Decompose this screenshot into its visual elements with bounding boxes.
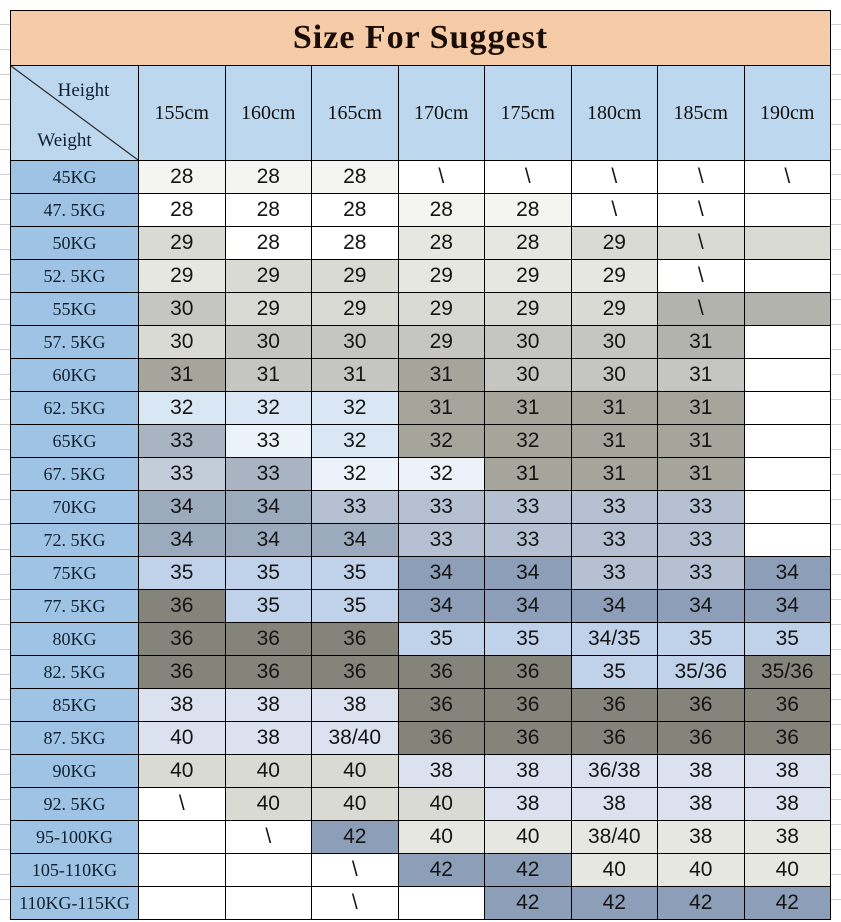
size-cell: 38 xyxy=(658,821,745,854)
size-cell: 31 xyxy=(572,458,659,491)
size-cell: 29 xyxy=(226,260,313,293)
size-cell: 31 xyxy=(658,425,745,458)
size-cell: 31 xyxy=(485,458,572,491)
size-cell: 40 xyxy=(226,755,313,788)
size-cell xyxy=(745,227,832,260)
size-cell: 32 xyxy=(485,425,572,458)
size-cell: 31 xyxy=(658,392,745,425)
weight-label: 75KG xyxy=(11,557,139,590)
size-cell xyxy=(745,260,832,293)
size-cell: 36 xyxy=(658,689,745,722)
size-cell: 31 xyxy=(399,359,486,392)
size-cell xyxy=(745,458,832,491)
size-cell: \ xyxy=(226,821,313,854)
size-cell: 38/40 xyxy=(312,722,399,755)
weight-label: 55KG xyxy=(11,293,139,326)
size-cell: 35 xyxy=(399,623,486,656)
size-cell: 42 xyxy=(745,887,832,920)
weight-label: 90KG xyxy=(11,755,139,788)
weight-label: 62. 5KG xyxy=(11,392,139,425)
size-cell: 31 xyxy=(572,392,659,425)
size-cell: 35/36 xyxy=(658,656,745,689)
size-cell: 36 xyxy=(399,722,486,755)
size-cell: 32 xyxy=(312,392,399,425)
size-cell: 34 xyxy=(658,590,745,623)
size-cell: 40 xyxy=(312,755,399,788)
size-cell: 34 xyxy=(485,557,572,590)
size-cell: 31 xyxy=(485,392,572,425)
size-cell: 36 xyxy=(139,623,226,656)
size-cell: \ xyxy=(485,161,572,194)
weight-label: 60KG xyxy=(11,359,139,392)
size-cell: 38 xyxy=(745,755,832,788)
size-cell: 29 xyxy=(226,293,313,326)
size-cell: 36 xyxy=(485,656,572,689)
size-cell: 38 xyxy=(572,788,659,821)
size-cell: 33 xyxy=(139,425,226,458)
size-cell: 29 xyxy=(312,293,399,326)
size-cell: 34 xyxy=(312,524,399,557)
size-cell: 28 xyxy=(485,194,572,227)
size-cell: 30 xyxy=(139,293,226,326)
size-cell: 34 xyxy=(139,491,226,524)
size-cell xyxy=(745,524,832,557)
size-cell: 36 xyxy=(485,722,572,755)
size-cell: 38/40 xyxy=(572,821,659,854)
size-cell: 35/36 xyxy=(745,656,832,689)
size-cell: 38 xyxy=(226,722,313,755)
size-cell: 38 xyxy=(745,821,832,854)
weight-label: 67. 5KG xyxy=(11,458,139,491)
size-cell: 34 xyxy=(399,557,486,590)
size-cell: 36 xyxy=(485,689,572,722)
size-cell: 32 xyxy=(312,458,399,491)
size-cell xyxy=(745,326,832,359)
weight-label: 95-100KG xyxy=(11,821,139,854)
size-cell: 29 xyxy=(399,326,486,359)
size-cell: 36 xyxy=(572,722,659,755)
size-cell: 36 xyxy=(226,656,313,689)
size-cell: 33 xyxy=(658,557,745,590)
size-cell: 35 xyxy=(226,557,313,590)
size-cell: 33 xyxy=(139,458,226,491)
size-cell: 30 xyxy=(572,359,659,392)
size-cell: 36 xyxy=(312,656,399,689)
size-cell: 36 xyxy=(226,623,313,656)
size-cell: 33 xyxy=(226,425,313,458)
size-cell: 29 xyxy=(485,293,572,326)
size-cell: 31 xyxy=(658,326,745,359)
size-cell: 33 xyxy=(485,524,572,557)
size-cell: 34 xyxy=(139,524,226,557)
size-cell: 34 xyxy=(399,590,486,623)
size-cell: 33 xyxy=(572,524,659,557)
size-cell: 40 xyxy=(399,821,486,854)
size-cell: 38 xyxy=(485,755,572,788)
size-cell: 32 xyxy=(139,392,226,425)
left-margin-gridlines xyxy=(0,0,10,922)
size-cell: 36 xyxy=(312,623,399,656)
size-cell: 36/38 xyxy=(572,755,659,788)
size-cell: 29 xyxy=(312,260,399,293)
size-cell: 35 xyxy=(572,656,659,689)
size-cell: 34 xyxy=(572,590,659,623)
size-cell: 28 xyxy=(399,194,486,227)
size-cell: 42 xyxy=(572,887,659,920)
size-cell: 29 xyxy=(572,227,659,260)
size-cell: 29 xyxy=(399,293,486,326)
size-cell: 30 xyxy=(312,326,399,359)
size-cell: \ xyxy=(658,227,745,260)
size-cell: 35 xyxy=(312,557,399,590)
weight-label: 92. 5KG xyxy=(11,788,139,821)
size-cell: 28 xyxy=(139,161,226,194)
weight-label: 52. 5KG xyxy=(11,260,139,293)
size-cell: \ xyxy=(658,293,745,326)
height-header: 185cm xyxy=(658,66,745,161)
size-cell: 33 xyxy=(658,491,745,524)
size-cell: 31 xyxy=(399,392,486,425)
weight-label: 105-110KG xyxy=(11,854,139,887)
size-cell xyxy=(139,887,226,920)
height-header: 180cm xyxy=(572,66,659,161)
size-cell: 38 xyxy=(485,788,572,821)
size-cell: \ xyxy=(658,260,745,293)
size-cell: 30 xyxy=(485,326,572,359)
size-cell: 28 xyxy=(312,194,399,227)
size-cell: 35 xyxy=(658,623,745,656)
size-cell xyxy=(745,392,832,425)
size-cell: 40 xyxy=(745,854,832,887)
size-cell: 32 xyxy=(226,392,313,425)
corner-cell xyxy=(11,66,139,161)
size-cell xyxy=(745,425,832,458)
size-cell: 28 xyxy=(139,194,226,227)
size-cell: 42 xyxy=(312,821,399,854)
size-cell: 30 xyxy=(226,326,313,359)
size-cell: 32 xyxy=(312,425,399,458)
size-cell: \ xyxy=(312,887,399,920)
size-cell: 36 xyxy=(399,689,486,722)
size-cell: \ xyxy=(312,854,399,887)
weight-label: 57. 5KG xyxy=(11,326,139,359)
size-cell: 33 xyxy=(572,557,659,590)
size-cell: 38 xyxy=(226,689,313,722)
size-cell: 31 xyxy=(139,359,226,392)
size-cell: 31 xyxy=(658,458,745,491)
weight-label: 85KG xyxy=(11,689,139,722)
size-cell: 31 xyxy=(312,359,399,392)
size-cell: 29 xyxy=(139,227,226,260)
size-cell: 35 xyxy=(745,623,832,656)
size-cell: 42 xyxy=(485,887,572,920)
size-cell: 33 xyxy=(572,491,659,524)
size-cell: 30 xyxy=(139,326,226,359)
size-cell: 34 xyxy=(226,524,313,557)
size-cell: 28 xyxy=(485,227,572,260)
height-header: 165cm xyxy=(312,66,399,161)
size-cell: 40 xyxy=(312,788,399,821)
size-cell: \ xyxy=(399,161,486,194)
size-cell xyxy=(226,854,313,887)
size-cell: 38 xyxy=(399,755,486,788)
size-cell: 32 xyxy=(399,458,486,491)
size-cell: 38 xyxy=(658,755,745,788)
size-cell: 36 xyxy=(139,656,226,689)
size-cell: 36 xyxy=(658,722,745,755)
size-cell: 31 xyxy=(226,359,313,392)
height-header: 175cm xyxy=(485,66,572,161)
size-cell: 36 xyxy=(745,689,832,722)
size-cell: 36 xyxy=(399,656,486,689)
size-cell: 33 xyxy=(658,524,745,557)
size-cell: 28 xyxy=(312,227,399,260)
corner-height-label: Height xyxy=(57,80,110,101)
size-cell: 36 xyxy=(572,689,659,722)
corner-weight-label: Weight xyxy=(37,130,92,151)
weight-label: 77. 5KG xyxy=(11,590,139,623)
size-cell: 40 xyxy=(485,821,572,854)
size-cell: 28 xyxy=(226,227,313,260)
size-cell: 30 xyxy=(572,326,659,359)
size-cell: 40 xyxy=(658,854,745,887)
height-header: 190cm xyxy=(745,66,832,161)
size-cell: 34 xyxy=(745,590,832,623)
size-cell xyxy=(745,491,832,524)
right-margin-gridlines xyxy=(831,0,841,922)
size-cell: \ xyxy=(658,194,745,227)
weight-label: 80KG xyxy=(11,623,139,656)
weight-label: 70KG xyxy=(11,491,139,524)
size-cell: 38 xyxy=(658,788,745,821)
size-cell: 35 xyxy=(139,557,226,590)
page-title: Size For Suggest xyxy=(292,19,549,56)
size-cell: 32 xyxy=(399,425,486,458)
weight-label: 110KG-115KG xyxy=(11,887,139,920)
size-cell xyxy=(139,821,226,854)
size-cell: 38 xyxy=(745,788,832,821)
weight-label: 72. 5KG xyxy=(11,524,139,557)
size-table xyxy=(10,65,831,920)
size-cell: 33 xyxy=(485,491,572,524)
size-cell: 40 xyxy=(226,788,313,821)
size-cell: 40 xyxy=(139,755,226,788)
size-cell: 33 xyxy=(226,458,313,491)
size-cell: 29 xyxy=(139,260,226,293)
size-cell: 40 xyxy=(139,722,226,755)
weight-label: 45KG xyxy=(11,161,139,194)
size-cell: 38 xyxy=(139,689,226,722)
size-cell: 36 xyxy=(745,722,832,755)
weight-label: 47. 5KG xyxy=(11,194,139,227)
weight-label: 65KG xyxy=(11,425,139,458)
size-cell: 28 xyxy=(399,227,486,260)
size-cell: 33 xyxy=(312,491,399,524)
size-cell: 35 xyxy=(485,623,572,656)
size-cell: 35 xyxy=(226,590,313,623)
chart-title-bar xyxy=(10,10,831,65)
size-cell: 34 xyxy=(226,491,313,524)
weight-label: 50KG xyxy=(11,227,139,260)
size-cell xyxy=(745,293,832,326)
size-cell: 34 xyxy=(745,557,832,590)
size-cell: 29 xyxy=(572,260,659,293)
height-header: 155cm xyxy=(139,66,226,161)
size-cell: \ xyxy=(572,161,659,194)
size-cell: 28 xyxy=(226,194,313,227)
size-cell: \ xyxy=(745,161,832,194)
size-cell: 31 xyxy=(658,359,745,392)
size-cell: 29 xyxy=(399,260,486,293)
size-cell: 36 xyxy=(139,590,226,623)
size-cell: 38 xyxy=(312,689,399,722)
size-cell: 33 xyxy=(399,524,486,557)
size-cell: \ xyxy=(139,788,226,821)
weight-label: 87. 5KG xyxy=(11,722,139,755)
size-cell: 35 xyxy=(312,590,399,623)
size-cell: 29 xyxy=(485,260,572,293)
size-cell xyxy=(745,359,832,392)
size-cell: 40 xyxy=(399,788,486,821)
size-cell xyxy=(139,854,226,887)
size-cell: 29 xyxy=(572,293,659,326)
size-cell: 42 xyxy=(399,854,486,887)
weight-label: 82. 5KG xyxy=(11,656,139,689)
size-cell: 30 xyxy=(485,359,572,392)
size-cell: 40 xyxy=(572,854,659,887)
height-header: 160cm xyxy=(226,66,313,161)
size-cell: 34 xyxy=(485,590,572,623)
size-cell xyxy=(226,887,313,920)
size-cell: 42 xyxy=(658,887,745,920)
height-header: 170cm xyxy=(399,66,486,161)
size-cell: 31 xyxy=(572,425,659,458)
size-cell: 28 xyxy=(312,161,399,194)
size-cell: 42 xyxy=(485,854,572,887)
size-cell: 28 xyxy=(226,161,313,194)
size-cell: 34/35 xyxy=(572,623,659,656)
size-cell: \ xyxy=(572,194,659,227)
size-cell: 33 xyxy=(399,491,486,524)
size-cell xyxy=(745,194,832,227)
size-cell xyxy=(399,887,486,920)
size-cell: \ xyxy=(658,161,745,194)
